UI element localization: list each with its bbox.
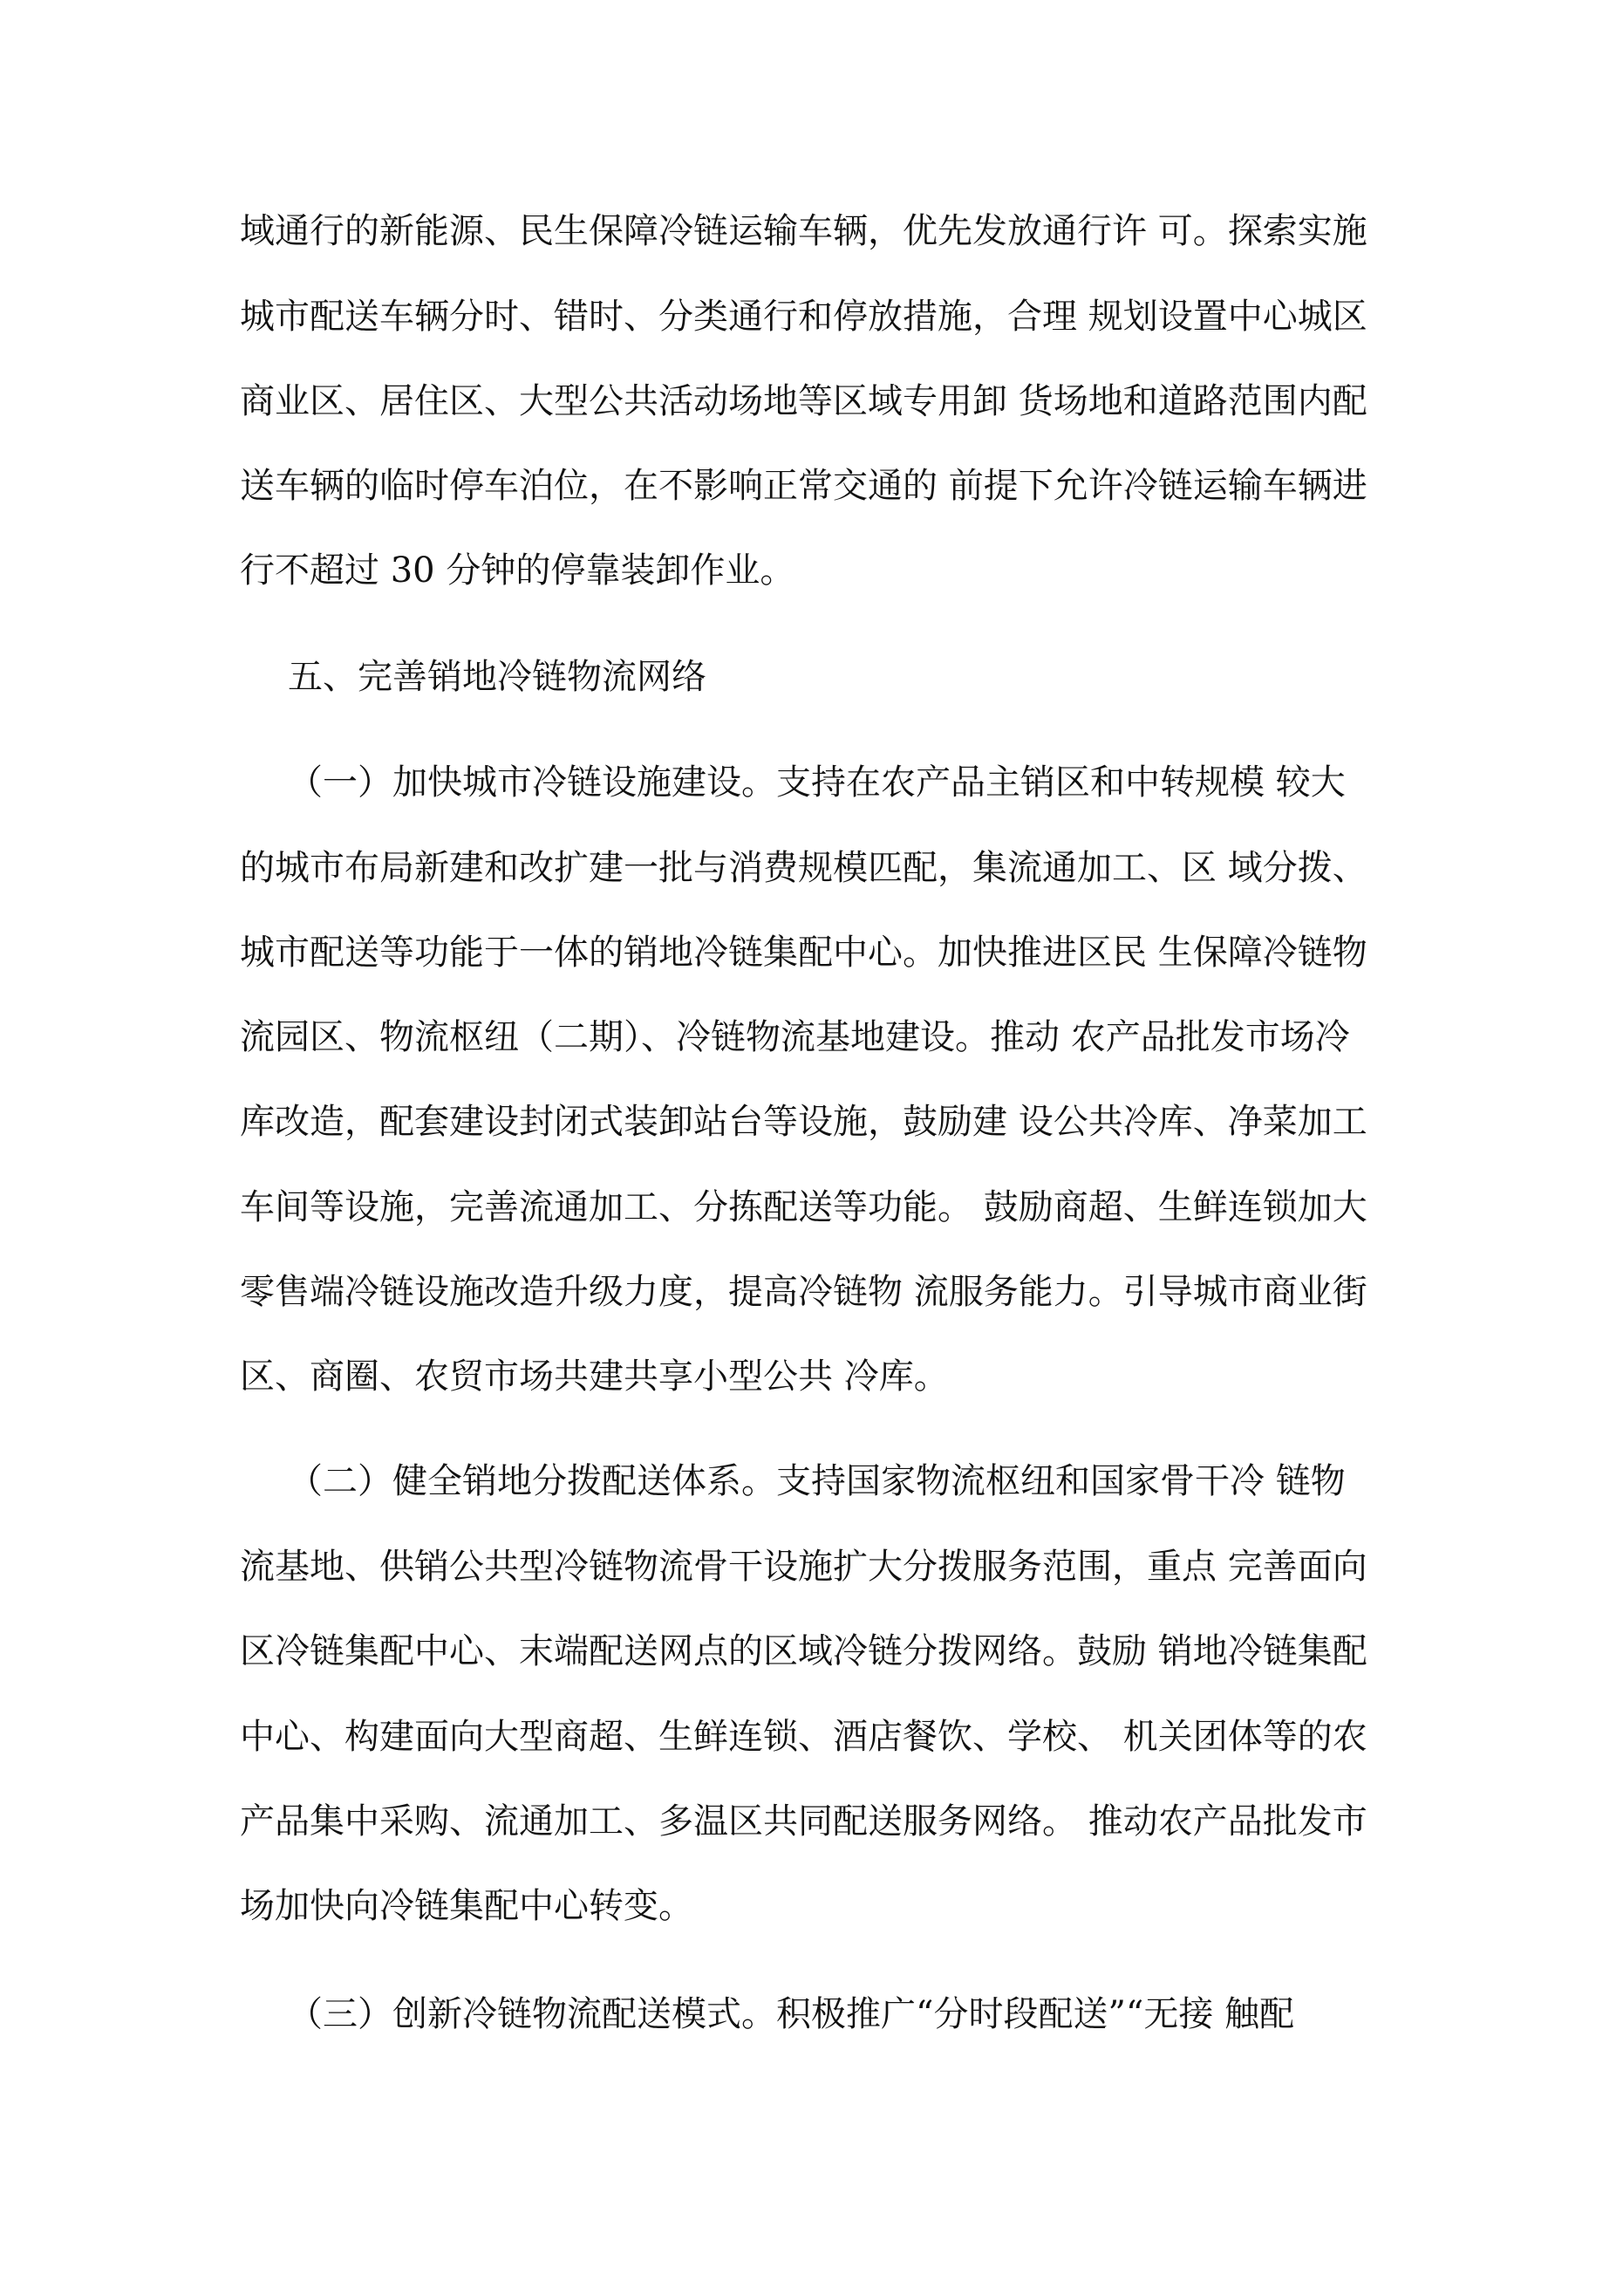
text-line: 中心、构建面向大型商超、生鲜连锁、酒店餐饮、学校、 机关团体等的农 (240, 1717, 1367, 1757)
text-line: （二）健全销地分拨配送体系。支持国家物流枢纽和国家骨干冷 链物 (288, 1461, 1346, 1501)
text-line: 零售端冷链设施改造升级力度，提高冷链物 流服务能力。引导城市商业街 (240, 1272, 1367, 1312)
text-line: 场加快向冷链集配中心转变。 (240, 1886, 693, 1926)
text-line: 城市配送车辆分时、错时、分类通行和停放措施，合理 规划设置中心城区 (240, 297, 1367, 337)
text-line: 区、商圈、农贸市场共建共享小型公共 冷库。 (240, 1356, 949, 1397)
text-line: 车间等设施，完善流通加工、分拣配送等功能。 鼓励商超、生鲜连锁加大 (240, 1187, 1367, 1227)
text-line: 送车辆的临时停车泊位，在不影响正常交通的 前提下允许冷链运输车辆进 (240, 466, 1367, 506)
text-line: 流基地、供销公共型冷链物流骨干设施扩大分拨服务范围，重点 完善面向 (240, 1547, 1367, 1587)
text-line: 域通行的新能源、民生保障冷链运输车辆，优先发放通行许 可。探索实施 (240, 211, 1367, 251)
heading-text: 五、完善销地冷链物流网络 (288, 657, 706, 697)
text-line: 商业区、居住区、大型公共活动场地等区域专用卸 货场地和道路范围内配 (240, 381, 1367, 421)
text-line: （一）加快城市冷链设施建设。支持在农产品主销区和中转规模 较大 (288, 762, 1346, 803)
text-line: 的城市布局新建和改扩建一批与消费规模匹配，集流通加工、区 域分拨、 (240, 848, 1367, 888)
text-line: 行不超过 30 分钟的停靠装卸作业。 (240, 550, 795, 591)
text-line: 产品集中采购、流通加工、多温区共同配送服务网络。 推动农产品批发市 (240, 1801, 1367, 1842)
text-line: （三）创新冷链物流配送模式。积极推广“分时段配送”“无接 触配 (288, 1994, 1295, 2034)
text-line: 区冷链集配中心、末端配送网点的区域冷链分拨网络。鼓励 销地冷链集配 (240, 1631, 1367, 1671)
text-line: 流园区、物流枢纽（二期）、冷链物流基地建设。推动 农产品批发市场冷 (240, 1017, 1350, 1057)
text-line: 库改造，配套建设封闭式装卸站台等设施，鼓励建 设公共冷库、净菜加工 (240, 1102, 1367, 1142)
text-line: 城市配送等功能于一体的销地冷链集配中心。加快推进区民 生保障冷链物 (240, 933, 1367, 973)
